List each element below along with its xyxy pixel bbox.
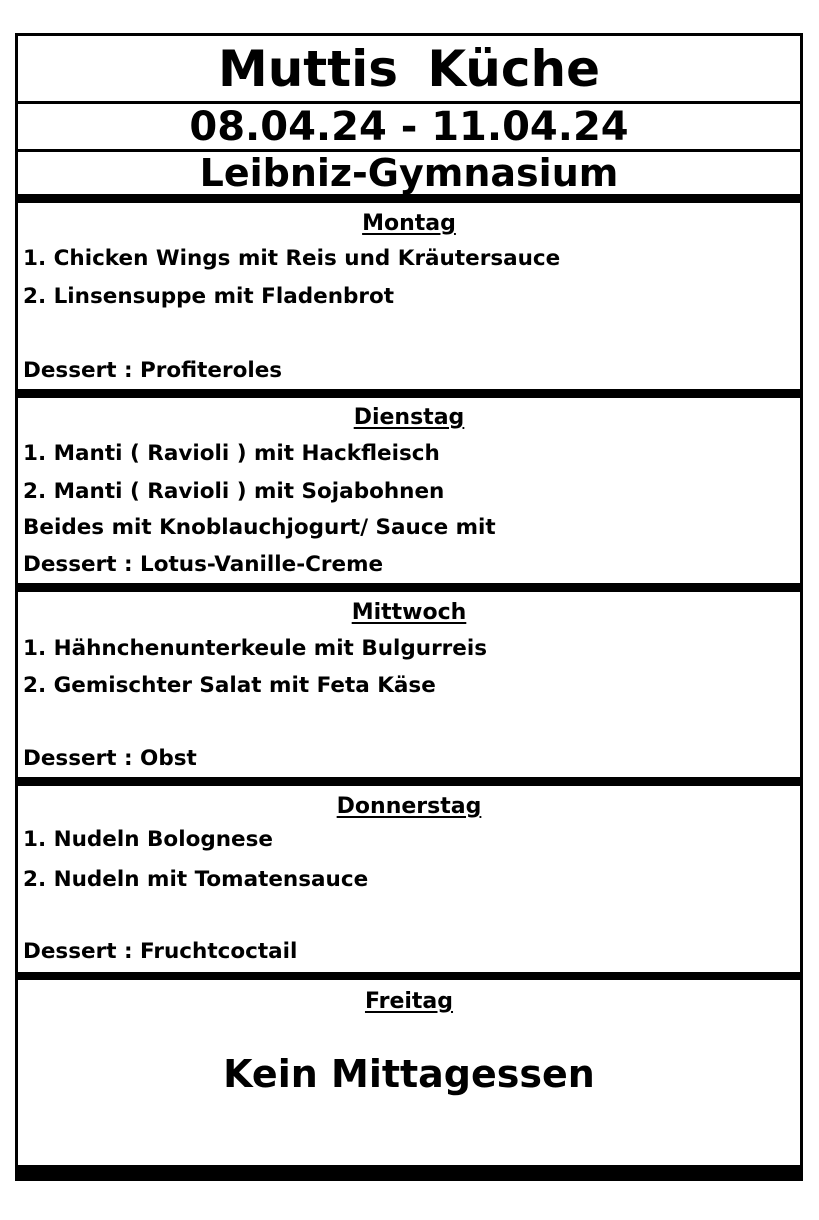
menu-item: 2. Linsensuppe mit Fladenbrot <box>23 284 395 309</box>
dessert: Dessert : Obst <box>23 746 197 771</box>
no-lunch-message: Kein Mittagessen <box>223 1052 595 1096</box>
menu-note: Beides mit Knoblauchjogurt/ Sauce mit <box>23 515 496 540</box>
dessert: Dessert : Profiteroles <box>23 358 283 383</box>
day-heading: Freitag <box>364 989 454 1014</box>
menu-title: Muttis Küche <box>18 36 800 104</box>
day-section-mittwoch <box>18 592 800 786</box>
dessert: Dessert : Fruchtcoctail <box>23 939 298 964</box>
menu-item: 1. Nudeln Bolognese <box>23 827 274 852</box>
menu-item: 1. Manti ( Ravioli ) mit Hackfleisch <box>23 441 440 466</box>
day-section-donnerstag <box>18 786 800 980</box>
day-heading: Donnerstag <box>336 794 482 819</box>
day-section-freitag <box>18 980 800 1160</box>
menu-item: 1. Chicken Wings mit Reis und Kräutersauce <box>23 246 561 271</box>
menu-item: 2. Manti ( Ravioli ) mit Sojabohnen <box>23 479 445 504</box>
day-section-dienstag <box>18 398 800 592</box>
school-name: Leibniz-Gymnasium <box>18 152 800 203</box>
day-section-montag <box>18 203 800 398</box>
menu-sheet <box>15 33 803 1181</box>
day-heading: Dienstag <box>353 405 465 430</box>
menu-item: 1. Hähnchenunterkeule mit Bulgurreis <box>23 636 488 661</box>
day-heading: Montag <box>362 211 456 236</box>
menu-item: 2. Nudeln mit Tomatensauce <box>23 867 369 892</box>
menu-item: 2. Gemischter Salat mit Feta Käse <box>23 673 436 698</box>
day-heading: Mittwoch <box>351 600 467 625</box>
dessert: Dessert : Lotus-Vanille-Creme <box>23 552 384 577</box>
date-range: 08.04.24 - 11.04.24 <box>18 104 800 152</box>
